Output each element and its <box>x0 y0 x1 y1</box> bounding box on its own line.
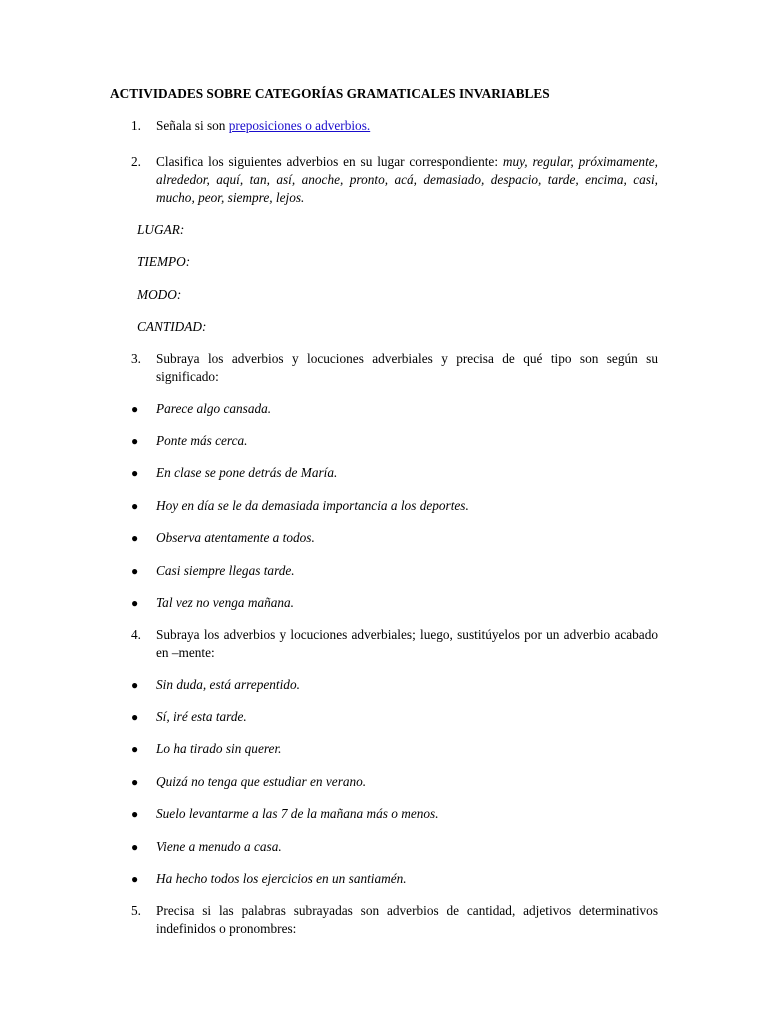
list-item <box>131 708 671 726</box>
exercise-4 <box>131 626 658 662</box>
bullet-icon: ● <box>131 775 139 789</box>
list-item-text: Hoy en día se le da demasiada importancia a los deportes. <box>156 498 469 513</box>
exercise-number: 2. <box>131 154 141 169</box>
exercise-text <box>156 117 658 135</box>
list-item-text: Ha hecho todos los ejercicios en un santiamén. <box>156 871 407 886</box>
list-item <box>131 464 671 482</box>
category-modo: MODO: <box>137 287 182 302</box>
list-item-text: Parece algo cansada. <box>156 401 272 416</box>
exercise-text: Subraya los adverbios y locuciones adverbiales y precisa de qué tipo son según su significado: <box>156 351 658 384</box>
list-item-text: Ponte más cerca. <box>156 433 248 448</box>
category-tiempo: TIEMPO: <box>137 254 191 269</box>
list-item-text: Lo ha tirado sin querer. <box>156 741 282 756</box>
list-item-text: Quizá no tenga que estudiar en verano. <box>156 774 367 789</box>
list-item-text: Observa atentamente a todos. <box>156 530 315 545</box>
list-item-text: Casi siempre llegas tarde. <box>156 563 295 578</box>
exercise-number: 3. <box>131 351 141 366</box>
bullet-icon: ● <box>131 564 139 578</box>
list-item <box>131 870 671 888</box>
list-item <box>131 400 671 418</box>
list-item <box>131 838 671 856</box>
bullet-icon: ● <box>131 531 139 545</box>
bullet-icon: ● <box>131 596 139 610</box>
list-item-text: Tal vez no venga mañana. <box>156 595 295 610</box>
list-item <box>131 497 671 515</box>
list-item <box>131 594 671 612</box>
exercise-text: Subraya los adverbios y locuciones adverbiales; luego, sustitúyelos por un adverbio acabado en –mente: <box>156 627 658 660</box>
category-cantidad: CANTIDAD: <box>137 319 207 334</box>
list-item <box>131 432 671 450</box>
list-item <box>131 805 671 823</box>
bullet-icon: ● <box>131 466 139 480</box>
bullet-icon: ● <box>131 872 139 886</box>
list-item <box>131 529 671 547</box>
document-title: ACTIVIDADES SOBRE CATEGORÍAS GRAMATICALES INVARIABLES <box>110 86 550 101</box>
exercise-number: 5. <box>131 903 141 918</box>
list-item <box>131 773 671 791</box>
bullet-icon: ● <box>131 434 139 448</box>
prepositions-adverbs-link[interactable]: preposiciones o adverbios. <box>228 118 371 133</box>
bullet-icon: ● <box>131 807 139 821</box>
exercise-2-text: Clasifica los siguientes adverbios en su lugar correspondiente: <box>156 154 503 169</box>
list-item-text: Suelo levantarme a las 7 de la mañana más o menos. <box>156 806 439 821</box>
exercise-number: 1. <box>131 118 141 133</box>
list-item-text: Sí, iré esta tarde. <box>156 709 247 724</box>
exercise-2 <box>131 153 658 207</box>
adverb-word-list: muy, regular, próximamente, alrededor, aquí, tan, así, anoche, pronto, acá, demasiado, despacio, tarde, encima, casi, mucho, peor, siempre, lejos. <box>156 154 659 205</box>
list-item-text: En clase se pone detrás de María. <box>156 465 338 480</box>
bullet-icon: ● <box>131 402 139 416</box>
exercise-number: 4. <box>131 627 141 642</box>
exercise-text <box>156 153 658 207</box>
category-lugar: LUGAR: <box>137 222 185 237</box>
bullet-icon: ● <box>131 840 139 854</box>
exercise-text: Precisa si las palabras subrayadas son adverbios de cantidad, adjetivos determinativos indefinidos o pronombres: <box>156 903 658 936</box>
bullet-icon: ● <box>131 678 139 692</box>
bullet-icon: ● <box>131 742 139 756</box>
exercise-1-text: Señala si son <box>156 118 229 133</box>
list-item-text: Sin duda, está arrepentido. <box>156 677 300 692</box>
exercise-5 <box>131 902 658 938</box>
list-item <box>131 740 671 758</box>
bullet-icon: ● <box>131 499 139 513</box>
list-item <box>131 562 671 580</box>
exercise-1 <box>131 117 658 135</box>
exercise-3 <box>131 350 658 386</box>
bullet-icon: ● <box>131 710 139 724</box>
list-item <box>131 676 671 694</box>
list-item-text: Viene a menudo a casa. <box>156 839 282 854</box>
